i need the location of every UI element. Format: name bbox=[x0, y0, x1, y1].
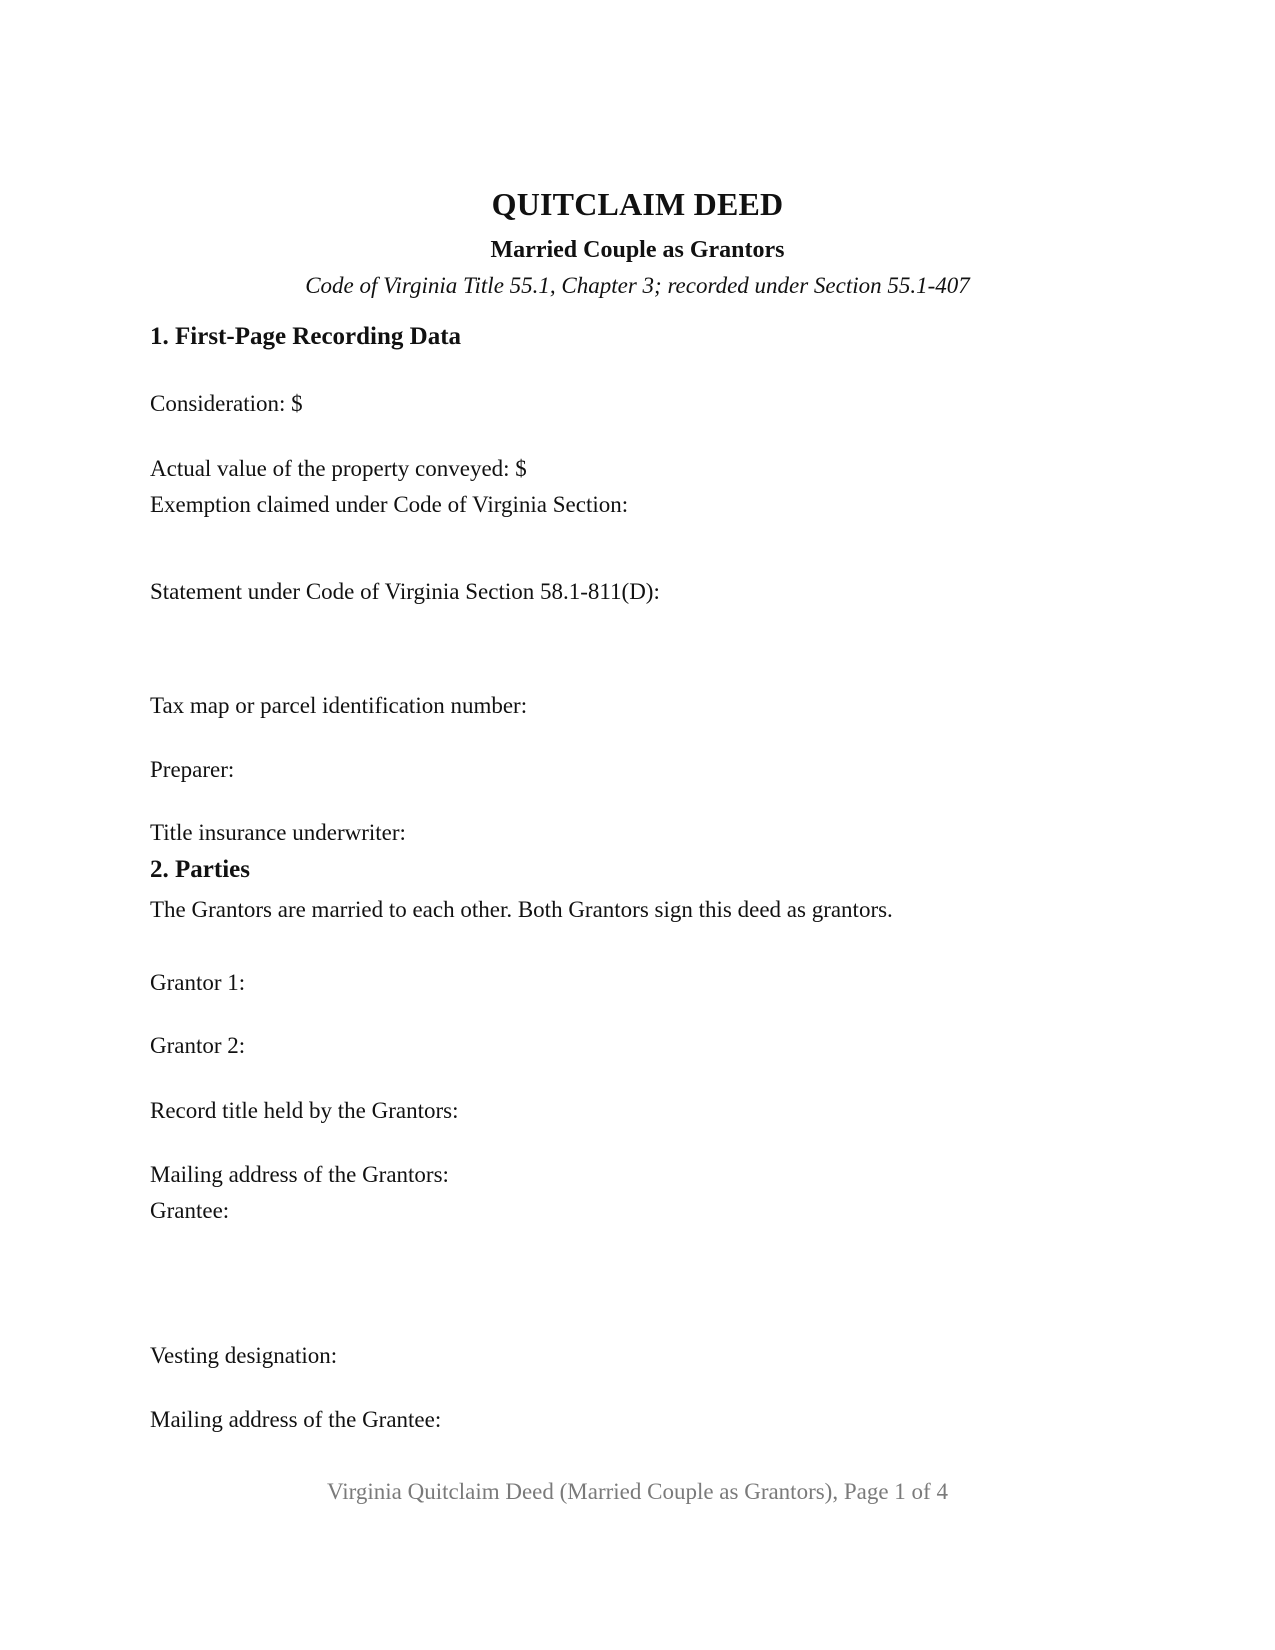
grantor-1-field: Grantor 1: bbox=[150, 970, 246, 995]
statute-citation: Code of Virginia Title 55.1, Chapter 3; recorded under Section 55.1-407 bbox=[305, 273, 970, 298]
document-subtitle: Married Couple as Grantors bbox=[490, 237, 785, 263]
statement-field: Statement under Code of Virginia Section 58.1-811(D): bbox=[150, 579, 660, 604]
record-title-field: Record title held by the Grantors: bbox=[150, 1098, 459, 1123]
section-heading-parties: 2. Parties bbox=[150, 856, 250, 883]
consideration-field: Consideration: $ bbox=[150, 391, 303, 416]
parties-intro: The Grantors are married to each other. Both Grantors sign this deed as grantors. bbox=[150, 897, 893, 922]
preparer-field: Preparer: bbox=[150, 757, 235, 782]
grantors-address-field: Mailing address of the Grantors: bbox=[150, 1162, 449, 1187]
vesting-field: Vesting designation: bbox=[150, 1343, 338, 1368]
section-heading-recording-data: 1. First-Page Recording Data bbox=[150, 323, 462, 350]
tax-map-field: Tax map or parcel identification number: bbox=[150, 693, 528, 718]
exemption-field: Exemption claimed under Code of Virginia Section: bbox=[150, 492, 629, 517]
document-title: QUITCLAIM DEED bbox=[491, 186, 784, 222]
grantee-address-field: Mailing address of the Grantee: bbox=[150, 1407, 442, 1432]
actual-value-field: Actual value of the property conveyed: $ bbox=[150, 456, 527, 481]
page-footer: Virginia Quitclaim Deed (Married Couple as Grantors), Page 1 of 4 bbox=[327, 1479, 948, 1504]
grantee-field: Grantee: bbox=[150, 1198, 230, 1223]
grantor-2-field: Grantor 2: bbox=[150, 1033, 246, 1058]
underwriter-field: Title insurance underwriter: bbox=[150, 820, 406, 845]
